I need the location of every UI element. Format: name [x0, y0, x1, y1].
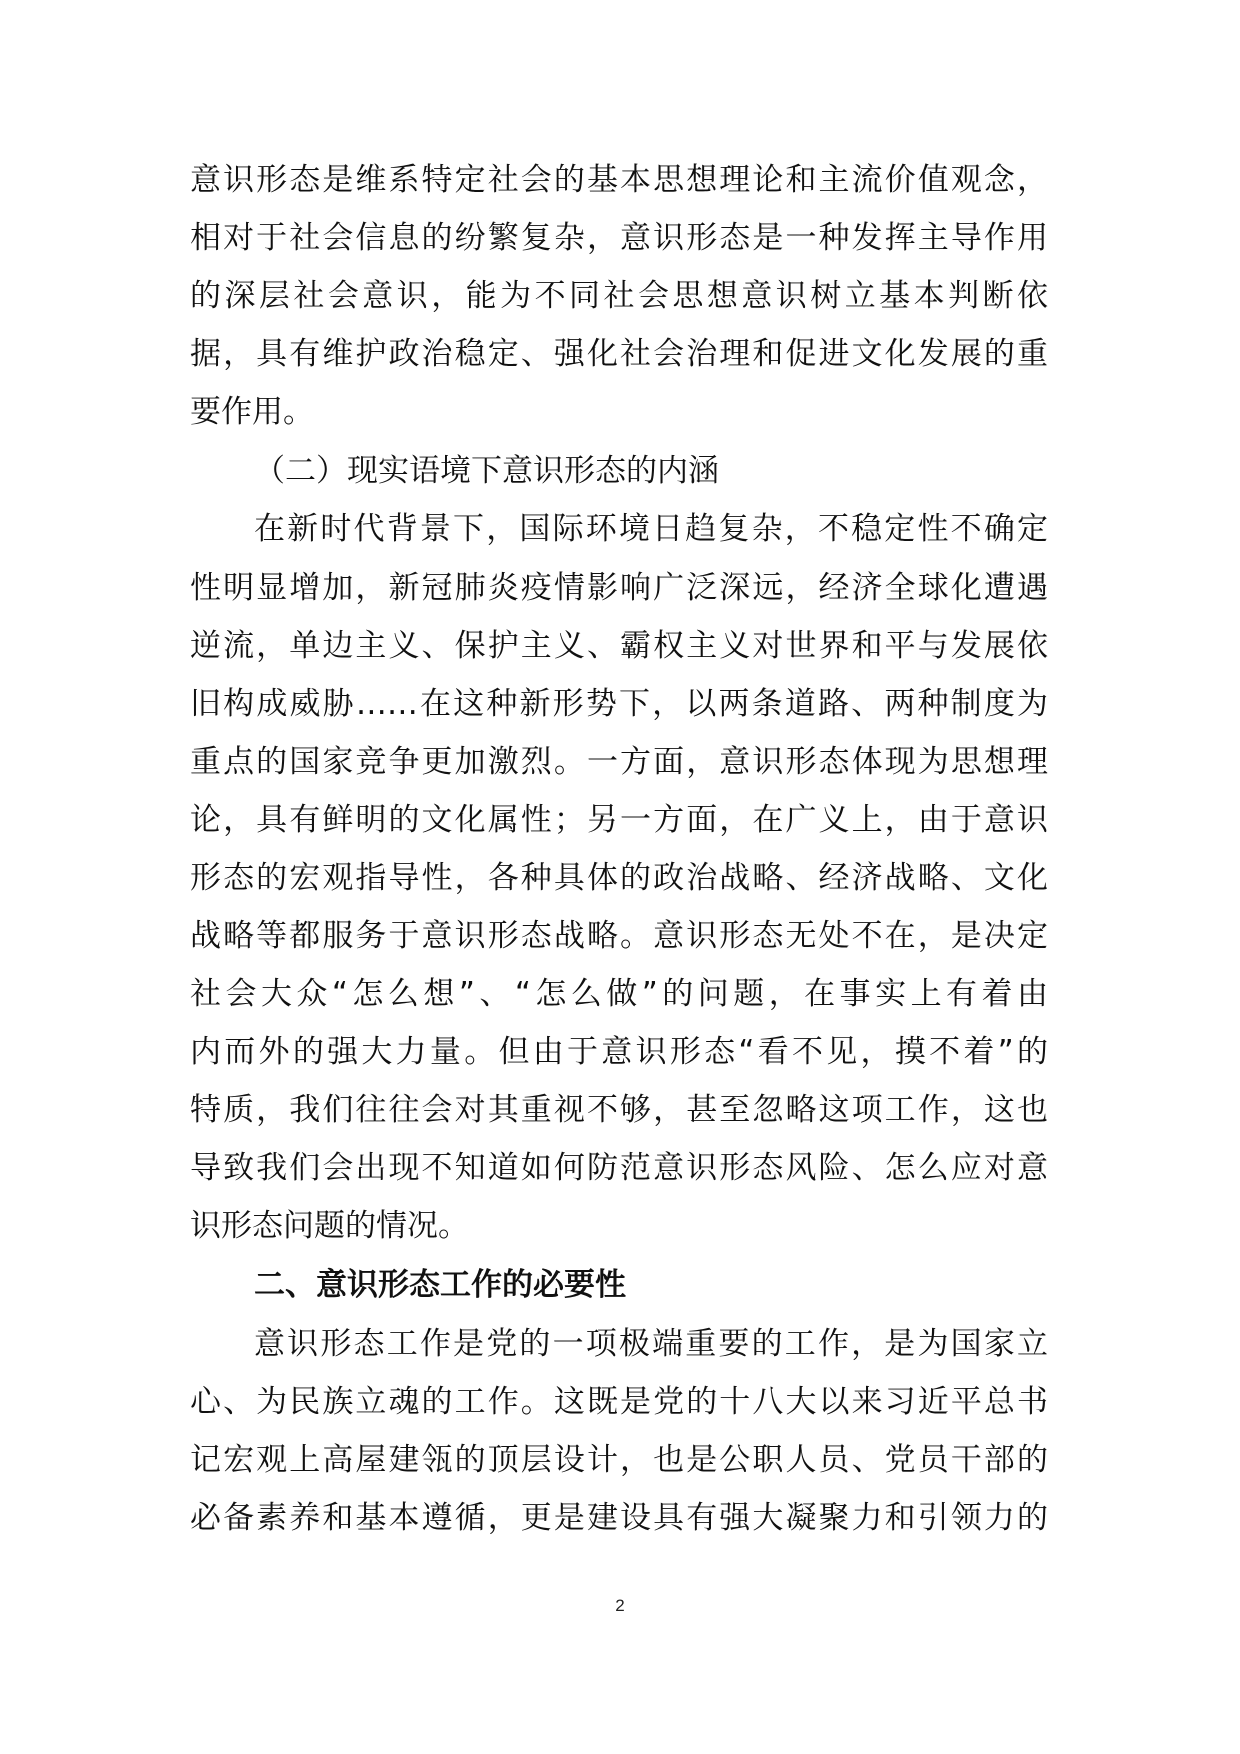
- paragraph-line: 战略等都服务于意识形态战略。意识形态无处不在，是决定: [190, 918, 1048, 954]
- paragraph-line: 重点的国家竞争更加激烈。一方面，意识形态体现为思想理: [190, 744, 1048, 780]
- paragraph-line: 论，具有鲜明的文化属性；另一方面，在广义上，由于意识: [190, 802, 1048, 838]
- paragraph-line: 相对于社会信息的纷繁复杂，意识形态是一种发挥主导作用: [190, 220, 1048, 256]
- paragraph-line: 的深层社会意识，能为不同社会思想意识树立基本判断依: [190, 278, 1048, 314]
- paragraph-line: 内而外的强大力量。但由于意识形态“看不见，摸不着”的: [190, 1034, 1048, 1070]
- paragraph-line: 旧构成威胁……在这种新形势下，以两条道路、两种制度为: [190, 686, 1048, 722]
- paragraph-line: 在新时代背景下，国际环境日趋复杂，不稳定性不确定: [254, 511, 1048, 547]
- paragraph-line: 社会大众“怎么想”、“怎么做”的问题，在事实上有着由: [190, 976, 1048, 1012]
- paragraph-line: 心、为民族立魂的工作。这既是党的十八大以来习近平总书: [190, 1384, 1048, 1420]
- paragraph-line: 意识形态工作是党的一项极端重要的工作，是为国家立: [254, 1326, 1048, 1362]
- section-heading: 二、意识形态工作的必要性: [254, 1267, 626, 1303]
- paragraph-line: 意识形态是维系特定社会的基本思想理论和主流价值观念，: [190, 162, 1048, 198]
- paragraph-line: 形态的宏观指导性，各种具体的政治战略、经济战略、文化: [190, 860, 1048, 896]
- paragraph-line: 识形态问题的情况。: [190, 1208, 469, 1244]
- paragraph-line: 特质，我们往往会对其重视不够，甚至忽略这项工作，这也: [190, 1092, 1048, 1128]
- paragraph-line: 据，具有维护政治稳定、强化社会治理和促进文化发展的重: [190, 336, 1048, 372]
- page-number: 2: [615, 1596, 625, 1615]
- paragraph-line: 性明显增加，新冠肺炎疫情影响广泛深远，经济全球化遭遇: [190, 570, 1048, 606]
- paragraph-line: 记宏观上高屋建瓴的顶层设计，也是公职人员、党员干部的: [190, 1442, 1048, 1478]
- paragraph-line: 必备素养和基本遵循，更是建设具有强大凝聚力和引领力的: [190, 1500, 1048, 1536]
- subheading: （二）现实语境下意识形态的内涵: [254, 453, 719, 489]
- paragraph-line: 导致我们会出现不知道如何防范意识形态风险、怎么应对意: [190, 1150, 1048, 1186]
- paragraph-line: 要作用。: [190, 394, 314, 430]
- paragraph-line: 逆流，单边主义、保护主义、霸权主义对世界和平与发展依: [190, 628, 1048, 664]
